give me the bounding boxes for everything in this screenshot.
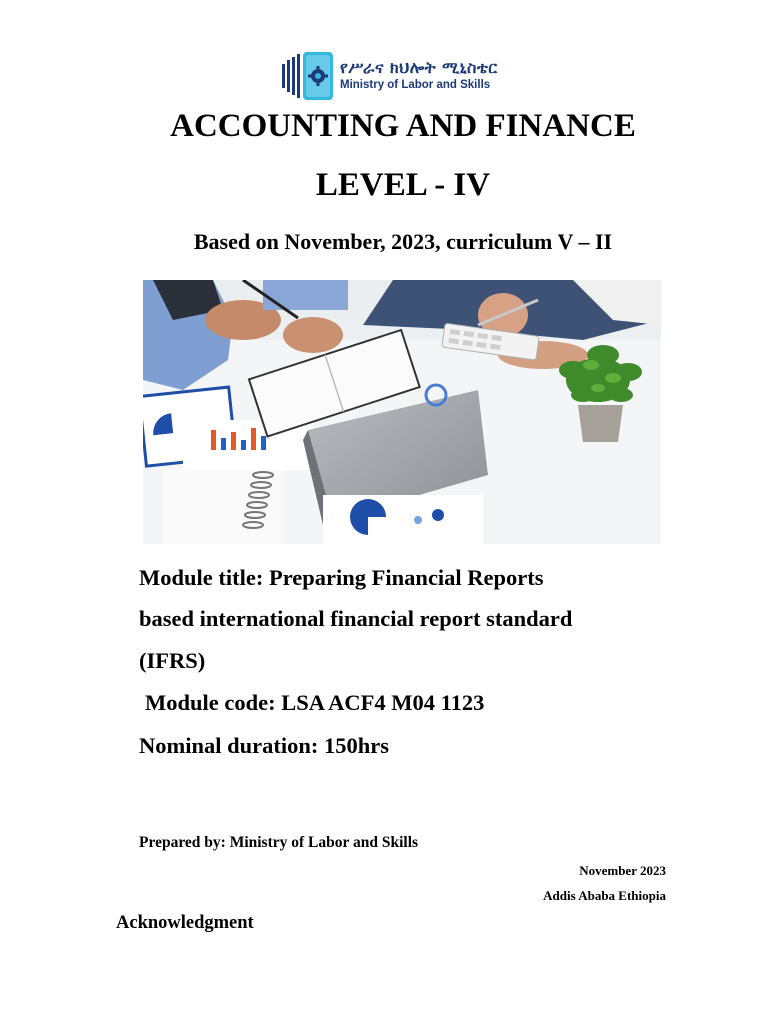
module-title-line1: Module title: Preparing Financial Reports xyxy=(139,565,544,590)
prepared-by: Prepared by: Ministry of Labor and Skills xyxy=(139,834,419,851)
nominal-duration: Nominal duration: 150hrs xyxy=(139,733,390,758)
document-title-line2: LEVEL - IV xyxy=(315,167,491,203)
publication-location: Addis Ababa Ethiopia xyxy=(543,888,666,903)
logo-english-text: Ministry of Labor and Skills xyxy=(340,79,491,91)
module-title-line2: based international financial report standard xyxy=(139,606,573,631)
cover-photo xyxy=(143,280,661,544)
acknowledgment-heading: Acknowledgment xyxy=(116,913,254,933)
module-title-line3: (IFRS) xyxy=(139,648,206,673)
module-code: Module code: LSA ACF4 M04 1123 xyxy=(145,690,485,715)
document-title-line1: ACCOUNTING AND FINANCE xyxy=(170,108,636,144)
publication-date: November 2023 xyxy=(579,863,666,878)
cover-photo-illustration xyxy=(143,280,661,544)
document-subtitle: Based on November, 2023, curriculum V – II xyxy=(193,229,613,254)
ministry-logo xyxy=(282,52,514,100)
ministry-logo-icon xyxy=(282,52,336,100)
logo-amharic-text: የሥራና ክህሎት ሚኒስቴር xyxy=(340,58,498,77)
